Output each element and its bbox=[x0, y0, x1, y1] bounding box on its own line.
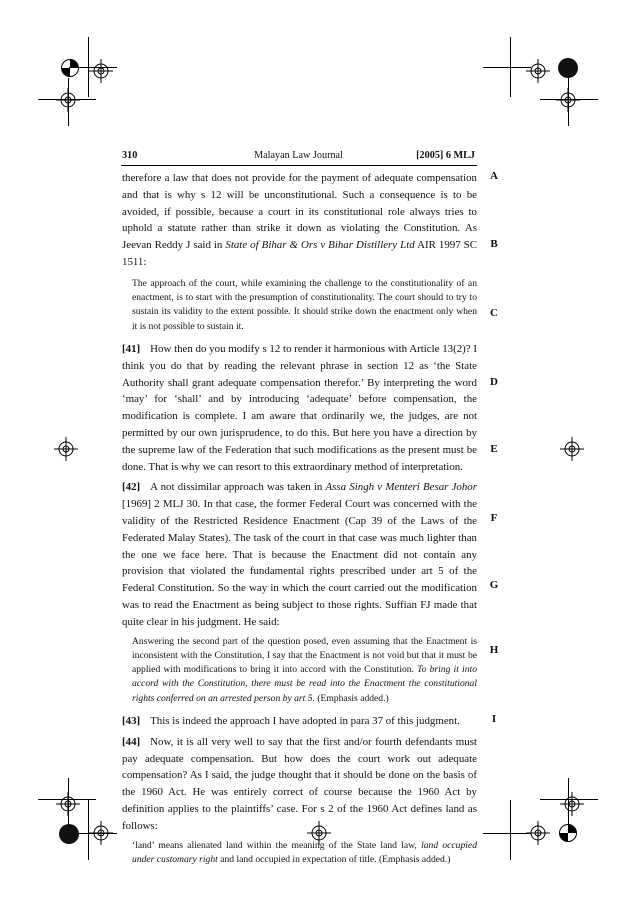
case-name: State of Bihar & Ors v Bihar Distillery Ltd bbox=[225, 239, 415, 252]
margin-letter-c: C bbox=[490, 307, 498, 319]
emphasis-text: To bring it into accord with the Constitution, there must be read into the Enactment the constitutional rights conferred on an arrested person by art 5. bbox=[132, 664, 477, 704]
registration-target-icon bbox=[89, 821, 113, 845]
registration-target-icon bbox=[560, 437, 584, 461]
registration-target-icon bbox=[560, 792, 584, 816]
block-quote: Answering the second part of the question posed, even assuming that the Enactment is inconsistent with the Constitution, I say that the Enactment is not void but that it must be applied with modifications to bring it into accord with the Constitution. To bring it into accord with the Constitution, there must be read into the Enactment the constitutional rights conferred on an arrested person by art 5. (Emphasis added.) bbox=[132, 635, 477, 704]
paragraph-number: [43] bbox=[122, 715, 141, 727]
paragraph-43: [43] This is indeed the approach I have adopted in para 37 of this judgment. bbox=[122, 715, 460, 727]
case-name: Assa Singh v Menteri Besar Johor bbox=[325, 481, 477, 494]
margin-letter-b: B bbox=[490, 238, 498, 250]
margin-letter-g: G bbox=[489, 579, 499, 591]
block-quote: The approach of the court, while examining the challenge to the constitutionality of an enactment, is to start with the presumption of constitutionality. The court should to try to sustain its validity to the extent possible. It should strike down the enactment only when it is not possible to sustain it. bbox=[132, 277, 477, 332]
journal-title: Malayan Law Journal bbox=[254, 150, 343, 161]
judgment-body bbox=[122, 170, 477, 873]
color-wheel-icon bbox=[558, 823, 578, 843]
margin-letter-i: I bbox=[491, 713, 497, 725]
solid-circle-icon bbox=[557, 57, 579, 79]
header-rule bbox=[121, 165, 477, 166]
registration-target-icon bbox=[556, 88, 580, 112]
registration-target-icon bbox=[54, 437, 78, 461]
registration-target-icon bbox=[56, 792, 80, 816]
paragraph-number: [41] bbox=[122, 342, 141, 355]
emphasis-text: land occupied under customary right bbox=[132, 839, 477, 865]
paragraph-continued: therefore a law that does not provide for the payment of adequate compensation and that is why s 12 will be unconstitutional. Such a consequence is to be avoided, if possible, because a court in its constitutional role always tries to uphold a statute rather than strike it down as violating the Constitution. As Jeevan Reddy J said in State of Bihar & Ors v Bihar Distillery Ltd AIR 1997 SC 1511: bbox=[122, 172, 477, 268]
paragraph-41: [41] How then do you modify s 12 to render it harmonious with Article 13(2)? I think you do that by reading the relevant phrase in section 12 as ‘the State Authority shall grant adequate compensation therefor.’ By interpreting the word ‘may’ for ‘shall’ and by introducing ‘adequate’ before compensation, the modification is complete. I am aware that ordinarily we, the judges, are not permitted by our own jurisprudence, to do this. But here you have a direction by the supreme law of the Federation that such modifications as the present must be done. That is why we can resort to this extraordinary method of interpretation. bbox=[122, 342, 477, 473]
margin-letter-f: F bbox=[490, 512, 498, 524]
journal-citation: [2005] 6 MLJ bbox=[416, 150, 475, 161]
paragraph-number: [44] bbox=[122, 735, 141, 748]
solid-circle-icon bbox=[58, 823, 80, 845]
margin-letter-h: H bbox=[489, 644, 499, 656]
margin-letter-d: D bbox=[490, 376, 498, 388]
registration-target-icon bbox=[89, 59, 113, 83]
running-header bbox=[122, 150, 475, 164]
block-quote: ‘land’ means alienated land within the meaning of the State land law, land occupied under customary right and land occupied in expectation of title. (Emphasis added.) bbox=[132, 839, 477, 865]
color-wheel-icon bbox=[60, 58, 80, 78]
margin-letter-a: A bbox=[490, 170, 498, 182]
registration-target-icon bbox=[526, 59, 550, 83]
registration-target-icon bbox=[526, 821, 550, 845]
page-number: 310 bbox=[122, 150, 138, 161]
margin-letter-e: E bbox=[490, 443, 498, 455]
registration-target-icon bbox=[56, 88, 80, 112]
paragraph-44: [44] Now, it is all very well to say that the first and/or fourth defendants must pay adequate compensation. But how does the court work out adequate compensation? As I said, the judge thought that it should be done on the basis of the 1960 Act. He was entirely correct of course because the 1960 Act by definition applies to the plaintiffs’ case. For s 2 of the 1960 Act defines land as follows: bbox=[122, 735, 477, 832]
paragraph-number: [42] bbox=[122, 481, 141, 494]
paragraph-42: [42] A not dissimilar approach was taken in Assa Singh v Menteri Besar Johor [1969] 2 MLJ 30. In that case, the former Federal Court was concerned with the validity of the Restricted Residence Enactment (Cap 39 of the Laws of the Federated Malay States). The task of the court in that case was much lighter than the one we face here. That is because the Enactment did not contain any provision that violated the fundamental rights prescribed under art 5 of the Federal Constitution. So the way in which the court carried out the modification was to read the Enactment as being subject to those rights. Suffian FJ made that quite clear in his judgment. He said: bbox=[122, 481, 477, 628]
